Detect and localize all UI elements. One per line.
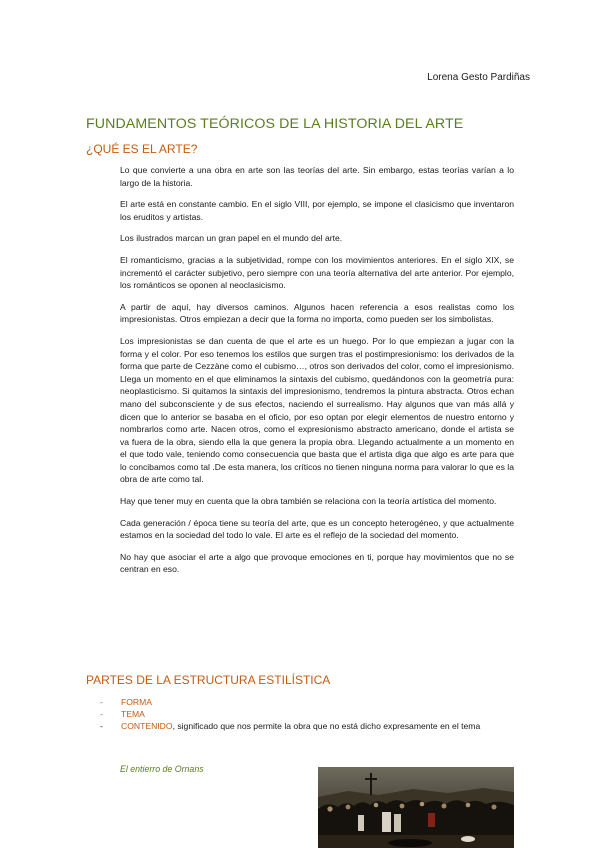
parts-list: [100, 697, 516, 732]
list-item-tema: [100, 709, 516, 721]
paragraph: Los ilustrados marcan un gran papel en el mundo del arte.: [120, 233, 343, 244]
paragraph: No hay que asociar el arte a algo que provoque emociones en ti, porque hay movimientos que no se centran en eso.: [120, 551, 514, 575]
bullet: -: [100, 708, 103, 719]
paragraph: Hay que tener muy en cuenta que la obra también se relaciona con la teoría artística del momento.: [120, 496, 497, 507]
burial-at-ornans-painting: [318, 767, 514, 848]
paragraph: El romanticismo, gracias a la subjetividad, rompe con los movimientos anteriores. En el siglo XIX, se incrementó el carácter subjetivo, pero siempre con una teoría alternativa del arte anterior. Por ejemplo, los románticos se oponen al neoclasicismo.: [120, 254, 514, 291]
section-body: [120, 164, 514, 585]
painting-caption: El entierro de Ornans: [120, 764, 204, 774]
bullet: -: [100, 697, 103, 707]
paragraph: El arte está en constante cambio. En el siglo VIII, por ejemplo, se impone el clasicismo que inventaron los eruditos y artistas.: [120, 199, 514, 222]
section-heading-que-es-el-arte: ¿QUÉ ES EL ARTE?: [86, 142, 198, 156]
list-item-contenido: [100, 721, 516, 733]
paragraph: Lo que convierte a una obra en arte son las teorías del arte. Sin embargo, estas teorías varían a lo largo de la historia.: [120, 165, 514, 188]
section-heading-partes: PARTES DE LA ESTRUCTURA ESTILÍSTICA: [86, 673, 331, 687]
painting-image: [318, 767, 514, 848]
author-name: Lorena Gesto Pardiñas: [427, 72, 530, 83]
document-title: FUNDAMENTOS TEÓRICOS DE LA HISTORIA DEL ARTE: [86, 116, 464, 132]
list-term: FORMA: [121, 697, 153, 707]
paragraph: A partir de aquí, hay diversos caminos. Algunos hacen referencia a esos realistas como los impresionistas. Otros empiezan a decir que la forma no importa, como pueden ser los simbolistas.: [120, 301, 514, 325]
bullet: -: [100, 720, 103, 731]
list-description: , significado que nos permite la obra que no está dicho expresamente en el tema: [172, 720, 481, 731]
list-item-forma: [100, 697, 516, 709]
paragraph: Cada generación / época tiene su teoría del arte, que es un concepto heterogéneo, y que actualmente estamos en la sociedad del todo lo vale. El arte es el reflejo de la sociedad del momento.: [120, 517, 514, 541]
paragraph: Los impresionistas se dan cuenta de que el arte es un huego. Por lo que empiezan a jugar con la forma y el color. Por eso tenemos los estilos que surgen tras el postimpresionismo: los derivados de la forma que parte de Cezzàne como el cubismo…, otros son derivados del color, como el impresionismo. Llega un momento en el que eliminamos la sintaxis del cubismo, quedándonos con la geometría pura: neoplasticismo. Si quitamos la sintaxis del impresionismo, tendremos la pintura abstracta. Otros echan mano del subconsciente y de sus efectos, naciendo el surrealismo. Hay algunos que van más allá y dicen que lo anterior se basaba en el oficio, por eso optan por elegir elementos de nuestro entorno y nombrarlos como arte. Nacen otros, como el expresionismo abstracto americano, donde el artista se va fuera de la obra, siendo ella la que genera la propia obra. Llegando actualmente a un momento en el que todo vale, teniendo como consecuencia que basta que el artista diga que algo es arte para que lo concibamos como tal .De esta manera, los críticos no tienen ninguna norma para valorar lo que es la obra de arte como tal.: [120, 335, 514, 485]
list-term: TEMA: [121, 708, 145, 719]
list-term: CONTENIDO: [121, 720, 173, 731]
